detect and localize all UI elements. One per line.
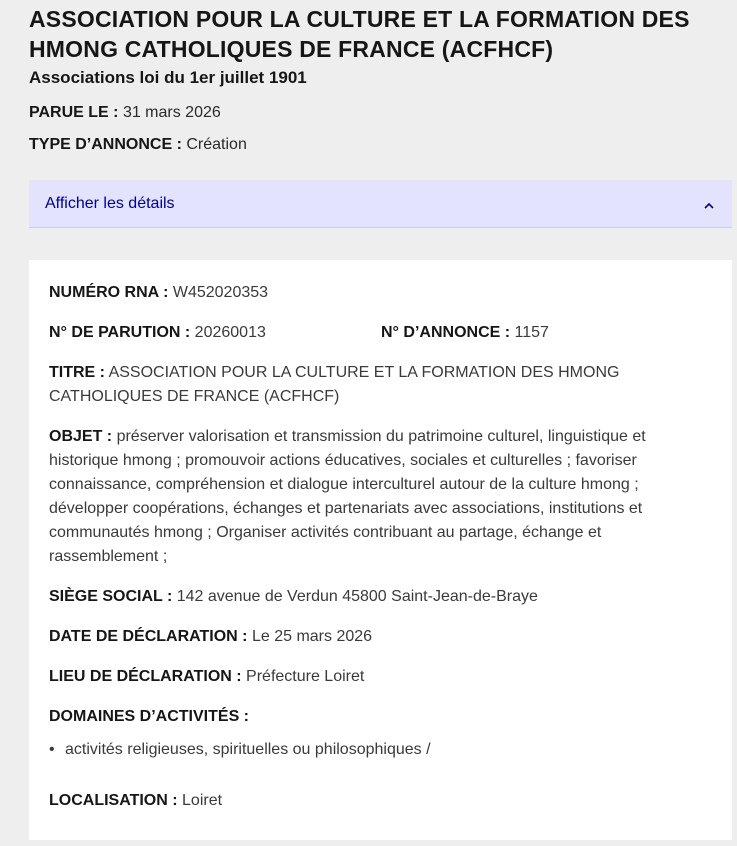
rna-label: NUMÉRO RNA : xyxy=(49,284,169,301)
objet xyxy=(49,425,709,569)
annonce-label: N° D’ANNONCE : xyxy=(381,324,511,341)
localisation-value: Loiret xyxy=(182,792,223,809)
publication-date-label: PARUE LE : xyxy=(29,104,119,121)
localisation-label: LOCALISATION : xyxy=(49,792,178,809)
siege-value: 142 avenue de Verdun 45800 Saint-Jean-de-Braye xyxy=(176,588,538,605)
objet-label: OBJET : xyxy=(49,428,113,445)
chevron-up-icon xyxy=(702,196,716,212)
annonce-value: 1157 xyxy=(514,324,549,341)
rna-number xyxy=(49,281,709,305)
siege-label: SIÈGE SOCIAL : xyxy=(49,588,173,605)
lieu-declaration xyxy=(49,665,709,689)
list-item: • activités religieuses, spirituelles ou philosophiques / xyxy=(49,738,709,762)
domaines-heading xyxy=(49,705,709,729)
publication-date xyxy=(29,103,221,123)
details-panel xyxy=(29,260,732,840)
page-subtitle: Associations loi du 1er juillet 1901 xyxy=(29,68,307,87)
date-declaration xyxy=(49,625,709,649)
lieu-label: LIEU DE DÉCLARATION : xyxy=(49,668,242,685)
parution-number xyxy=(49,321,379,345)
page-title: ASSOCIATION POUR LA CULTURE ET LA FORMATION DES HMONG CATHOLIQUES DE FRANCE (ACFHCF) xyxy=(29,6,690,62)
localisation xyxy=(49,789,709,813)
annonce-number xyxy=(381,321,711,345)
date-value: Le 25 mars 2026 xyxy=(251,628,373,645)
details-toggle-button[interactable] xyxy=(29,180,732,228)
titre-label: TITRE : xyxy=(49,364,105,381)
domaines-label: DOMAINES D’ACTIVITÉS : xyxy=(49,708,250,725)
parution-value: 20260013 xyxy=(194,324,266,341)
objet-value: préserver valorisation et transmission du patrimoine culturel, linguistique et historique hmong ; promouvoir actions éducatives, sociales et culturelles ; favoriser connaissance, compréhension et dialogue interculturel autour de la culture hmong ; développer coopérations, échanges et partenariats avec associations, institutions et communautés hmong ; Organiser activités contribuant au partage, échange et rassemblement ; xyxy=(49,428,646,565)
titre-value: ASSOCIATION POUR LA CULTURE ET LA FORMATION DES HMONG CATHOLIQUES DE FRANCE (ACFHCF) xyxy=(49,364,620,405)
publication-date-value: 31 mars 2026 xyxy=(122,104,221,121)
announcement-type xyxy=(29,135,247,155)
announcement-type-value: Création xyxy=(186,136,247,153)
details-toggle-label: Afficher les détails xyxy=(45,194,175,212)
rna-value: W452020353 xyxy=(172,284,269,301)
domaines-list xyxy=(49,738,709,762)
announcement-type-label: TYPE D’ANNONCE : xyxy=(29,136,182,153)
parution-label: N° DE PARUTION : xyxy=(49,324,191,341)
date-label: DATE DE DÉCLARATION : xyxy=(49,628,248,645)
titre xyxy=(49,361,709,409)
siege-social xyxy=(49,585,709,609)
lieu-value: Préfecture Loiret xyxy=(246,668,365,685)
